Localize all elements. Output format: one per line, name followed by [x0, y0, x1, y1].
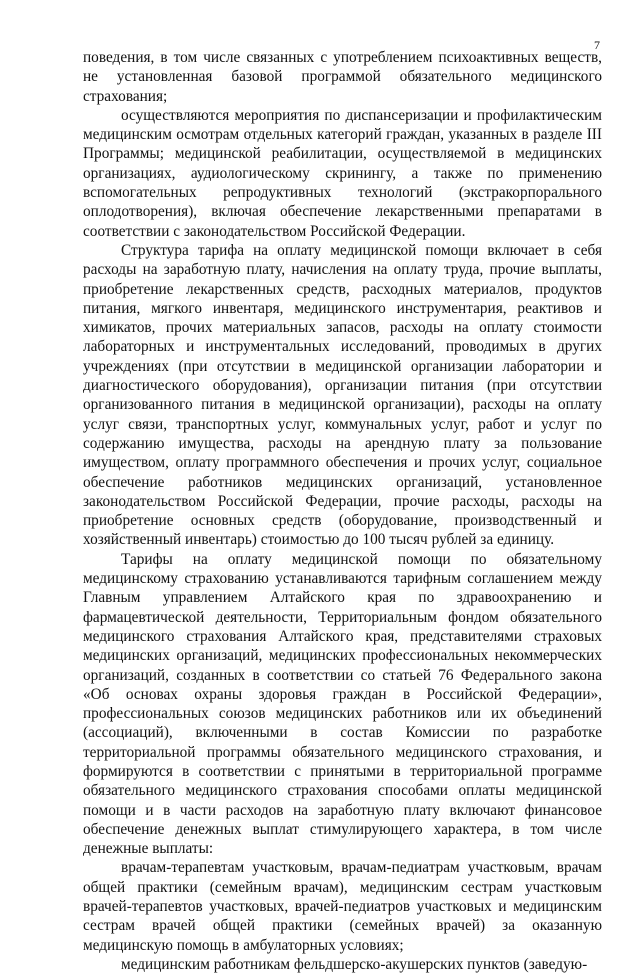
page-number: 7 — [594, 38, 600, 52]
paragraph-2: осуществляются мероприятия по диспансеризации и профилактическим медицинским осмотрам отдельных категорий граждан, указанных в разделе III Программы; медицинской реабилитации, осуществляемой в медицинских организациях, аудиологическому скринингу, а также по применению вспомогательных репродуктивных технологий (экстракорпорального оплодотворения), включая обеспечение лекарственными препаратами в соответствии с законодательством Российской Федерации. — [83, 106, 602, 240]
paragraph-5: врачам-терапевтам участковым, врачам-педиатрам участковым, врачам общей практики (семейным врачам), медицинским сестрам участковым врачей-терапевтов участковых, врачей-педиатров участковых и медицинским сестрам врачей общей практики (семейных врачей) за оказанную медицинскую помощь в амбулаторных условиях; — [83, 859, 602, 954]
document-body — [83, 48, 602, 974]
paragraph-1: поведения, в том числе связанных с употреблением психоактивных веществ, не установленная базовой программой обязательного медицинского страхования; — [83, 49, 602, 105]
paragraph-4: Тарифы на оплату медицинской помощи по обязательному медицинскому страхованию устанавливаются тарифным соглашением между Главным управлением Алтайского края по здравоохранению и фармацевтической деятельности, Территориальным фондом обязательного медицинского страхования Алтайского края, представителями страховых медицинских организаций, медицинских профессиональных некоммерческих организаций, созданных в соответствии со статьей 76 Федерального закона «Об основах охраны здоровья граждан в Российской Федерации», профессиональных союзов медицинских работников или их объединений (ассоциаций), включенными в состав Комиссии по разработке территориальной программы обязательного медицинского страхования, и формируются в соответствии с принятыми в территориальной программе обязательного медицинского страхования способами оплаты медицинской помощи и в части расходов на заработную плату включают финансовое обеспечение денежных выплат стимулирующего характера, в том числе денежные выплаты: — [83, 550, 602, 858]
paragraph-6: медицинским работникам фельдшерско-акушерских пунктов (заведую- — [121, 955, 588, 973]
paragraph-3: Структура тарифа на оплату медицинской помощи включает в себя расходы на заработную плату, начисления на оплату труда, прочие выплаты, приобретение лекарственных средств, расходных материалов, продуктов питания, мягкого инвентаря, медицинского инструментария, реактивов и химикатов, прочих материальных запасов, расходы на оплату стоимости лабораторных и инструментальных исследований, проводимых в других учреждениях (при отсутствии в медицинской организации лаборатории и диагностического оборудования), организации питания (при отсутствии организованного питания в медицинской организации), расходы на оплату услуг связи, транспортных услуг, коммунальных услуг, работ и услуг по содержанию имущества, расходы на арендную плату за пользование имуществом, оплату программного обеспечения и прочих услуг, социальное обеспечение работников медицинских организаций, установленное законодательством Российской Федерации, прочие расходы, расходы на приобретение основных средств (оборудование, производственный и хозяйственный инвентарь) стоимостью до 100 тысяч рублей за единицу. — [83, 241, 602, 549]
